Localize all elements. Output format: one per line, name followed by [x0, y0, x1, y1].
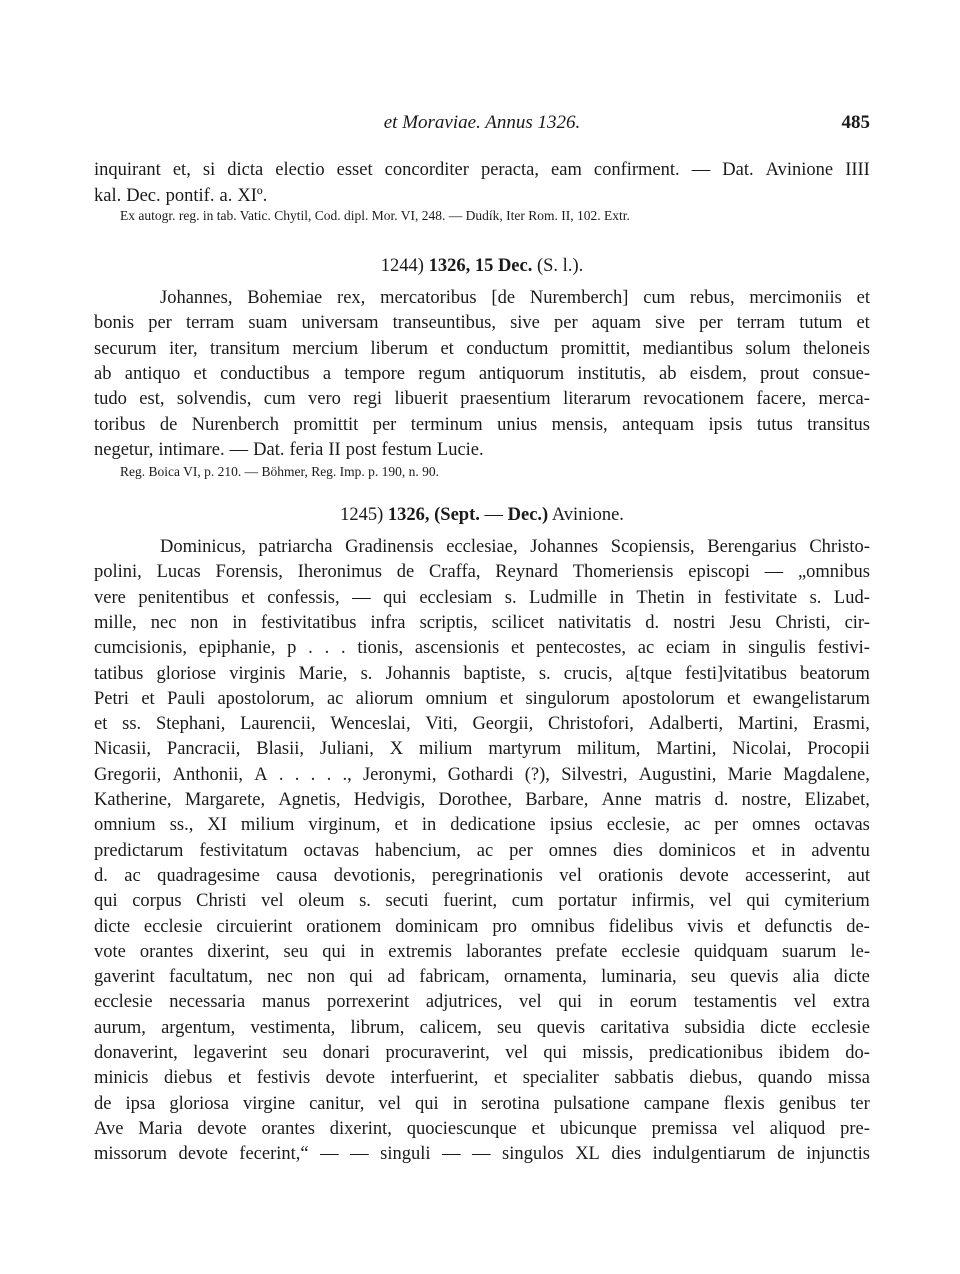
text-line: omnium ss., XI milium virginum, et in dedicatione ipsius ecclesie, ac per omnes octavas	[94, 815, 870, 836]
entry-1244-source: Reg. Boica VI, p. 210. — Böhmer, Reg. Imp. p. 190, n. 90.	[120, 464, 440, 479]
text-line: cumcisionis, epiphanie, p . . . tionis, ascensionis et pentecostes, ac eciam in singulis festivi-	[94, 638, 870, 659]
text-line: dicte ecclesie circuierint orationem dominicam pro omnibus fidelibus vivis et defunctis de-	[94, 916, 870, 937]
text-line: Ave Maria devote orantes dixerint, quociescunque et ubicunque premissa vel aliquod pre-	[94, 1118, 870, 1139]
text-line: kal. Dec. pontif. a. XIº.	[94, 185, 268, 206]
text-line: mille, nec non in festivitatibus infra scriptis, scilicet nativitatis d. nostri Jesu Christi, cir-	[94, 612, 870, 633]
text-line: minicis diebus et festivis devote interfuerint, et specialiter sabbatis diebus, quando missa	[94, 1068, 870, 1089]
text-line: Petri et Pauli apostolorum, ac aliorum omnium et singulorum apostolorum et ewangelistarum	[94, 688, 870, 709]
text-line: tatibus gloriose virginis Marie, s. Johannis baptiste, s. crucis, a[tque festi]vitatibus beatorum	[94, 663, 870, 684]
entry-date-end: Dec.)	[507, 505, 549, 525]
text-line: qui corpus Christi vel oleum s. secuti fuerint, cum portatur infirmis, vel qui cymiterium	[94, 891, 870, 912]
text-line: toribus de Nurenberch promittit per terminum unius mensis, antequam ipsis tutus transitus	[94, 414, 870, 435]
page-number: 485	[841, 112, 870, 133]
text-line: missorum devote fecerint,“ — — singuli — — singulos XL dies indulgentiarum de injunctis	[94, 1144, 870, 1165]
text-line: Katherine, Margarete, Agnetis, Hedvigis, Dorothee, Barbare, Anne matris d. nostre, Elizabet,	[94, 790, 870, 810]
entry-number: 1244)	[380, 256, 424, 276]
page-header	[94, 112, 870, 140]
text-line: vere penitentibus et confessis, — qui ecclesiam s. Ludmille in Thetin in festivitate s. Lud-	[94, 587, 870, 608]
text-line: ab antiquo et conductibus a tempore regum antiquorum institutis, ab eisdem, prout consue-	[94, 363, 870, 384]
entry-number: 1245)	[340, 505, 384, 525]
entry-place: (S. l.).	[536, 256, 584, 276]
text-line: predictarum festivitatum octavas habencium, ac per omnes dies dominicos et in adventu	[94, 840, 870, 861]
text-line: aurum, argentum, vestimenta, librum, calicem, seu quevis caritativa subsidia dicte ecclesie	[94, 1017, 870, 1038]
previous-entry-source: Ex autogr. reg. in tab. Vatic. Chytil, Cod. dipl. Mor. VI, 248. — Dudík, Iter Rom. II, 102. Extr.	[120, 208, 630, 223]
text-line: Dominicus, patriarcha Gradinensis ecclesiae, Johannes Scopiensis, Berengarius Christo-	[160, 537, 870, 557]
text-line: negetur, intimare. — Dat. feria II post festum Lucie.	[94, 439, 484, 460]
entry-place: Avinione.	[551, 505, 624, 525]
text-line: inquirant et, si dicta electio esset concorditer peracta, eam confirment. — Dat. Avinione IIII	[94, 160, 870, 180]
text-line: de ipsa gloriosa virgine canitur, vel qui in serotina pulsatione campane flexis genibus ter	[94, 1093, 870, 1114]
text-line: tudo est, solvendis, cum vero regi libuerit praesentium literarum revocationem facere, merca-	[94, 389, 870, 410]
text-line: donaverint, legaverint seu donari procuraverint, vel qui missis, predicationibus ibidem do-	[94, 1043, 870, 1063]
text-line: Gregorii, Anthonii, A . . . . ., Jeronymi, Gothardi (?), Silvestri, Augustini, Marie Magdalene,	[94, 764, 870, 785]
text-line: ecclesie necessaria manus porrexerint adjutrices, vel qui in eorum testamentis vel extra	[94, 992, 870, 1013]
text-line: Johannes, Bohemiae rex, mercatoribus [de Nuremberch] cum rebus, mercimoniis et	[160, 288, 870, 308]
text-line: vote orantes dixerint, seu qui in extremis laborantes prefate ecclesie quidquam suarum le-	[94, 941, 870, 962]
entry-1245-heading	[94, 502, 870, 528]
entry-date: 1326, 15 Dec.	[428, 256, 533, 276]
text-line: gaverint facultatum, nec non qui ad fabricam, ornamenta, luminaria, seu quevis alia dicte	[94, 967, 870, 988]
text-line: bonis per terram suam universam transeuntibus, sive per aquam sive per terram tutum et	[94, 313, 870, 334]
text-line: et ss. Stephani, Laurencii, Wenceslai, Viti, Georgii, Christofori, Adalberti, Martini, Erasmi,	[94, 714, 870, 735]
date-dash: —	[484, 505, 503, 525]
text-line: securum iter, transitum mercium liberum et conductum promittit, mediantibus solum theloneis	[94, 338, 870, 359]
text-line: polini, Lucas Forensis, Iheronimus de Craffa, Reynard Thomeriensis episcopi — „omnibus	[94, 562, 870, 583]
text-line: d. ac quadragesime causa devotionis, peregrinationis vel orationis devote accesserint, aut	[94, 865, 870, 886]
text-line: Nicasii, Pancracii, Blasii, Juliani, X milium martyrum militum, Martini, Nicolai, Procopii	[94, 739, 870, 760]
entry-1244-heading	[94, 253, 870, 279]
entry-date-start: 1326, (Sept.	[387, 505, 480, 525]
running-title: et Moraviae. Annus 1326.	[383, 112, 581, 133]
